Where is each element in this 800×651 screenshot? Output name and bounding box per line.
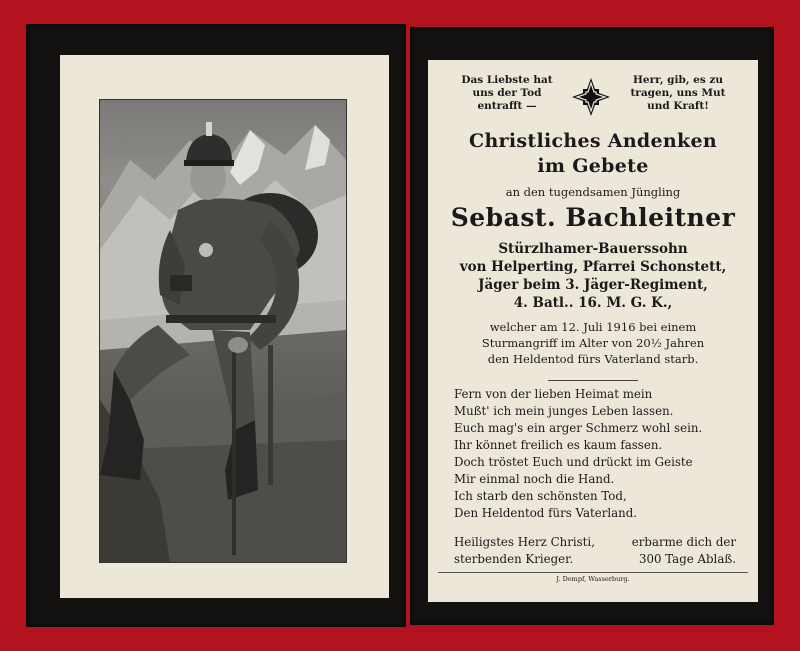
motto-left: [448, 74, 566, 113]
info-line: Jäger beim 3. Jäger-Regiment,: [478, 277, 708, 293]
poem-line: Mir einmal noch die Hand.: [454, 472, 615, 486]
dedication-line: an den tugendsamen Jüngling: [505, 185, 681, 199]
motto-right: [616, 74, 740, 113]
death-text-line: den Heldentod fürs Vaterland starb.: [487, 352, 699, 366]
death-text-line: welcher am 12. Juli 1916 bei einem: [489, 320, 697, 334]
left-mourning-panel: [26, 24, 406, 627]
death-text-line: Sturmangriff im Alter von 20½ Jahren: [481, 336, 705, 350]
prayer-line-left: Heiligstes Herz Christi,: [454, 535, 595, 549]
iron-cross-icon: [568, 74, 614, 120]
info-line: 4. Batl.. 16. M. G. K.,: [513, 295, 673, 311]
motto-left-line: entrafft —: [477, 100, 537, 112]
printer-imprint: J. Dempf, Wasserburg.: [556, 575, 630, 583]
info-line: von Helperting, Pfarrei Schonstett,: [459, 259, 727, 275]
prayer-line-right: erbarme dich der: [631, 535, 736, 549]
card-subtitle: im Gebete: [537, 155, 649, 177]
deceased-name: Sebast. Bachleitner: [450, 203, 736, 232]
motto-left-line: Das Liebste hat: [461, 74, 553, 86]
poem-line: Den Heldentod fürs Vaterland.: [454, 506, 638, 520]
photo-card: [60, 55, 389, 598]
motto-right-line: und Kraft!: [647, 100, 709, 112]
poem-line: Fern von der lieben Heimat mein: [454, 387, 653, 401]
soldier-photo-illustration: [100, 100, 346, 562]
divider-rule: [548, 380, 638, 381]
motto-right-line: tragen, uns Mut: [630, 87, 726, 99]
soldier-photograph: [99, 99, 347, 563]
poem-line: Euch mag's ein arger Schmerz wohl sein.: [454, 421, 703, 435]
poem-line: Ich starb den schönsten Tod,: [454, 489, 627, 503]
info-line: Stürzlhamer-Bauerssohn: [498, 241, 688, 257]
poem-line: Mußt' ich mein junges Leben lassen.: [454, 404, 674, 418]
poem-line: Doch tröstet Euch und drückt im Geiste: [454, 455, 693, 469]
printer-rule: [438, 572, 748, 573]
prayer-line-left: sterbenden Krieger.: [454, 552, 574, 566]
indulgence-note: 300 Tage Ablaß.: [638, 552, 736, 566]
card-title: Christliches Andenken: [469, 130, 717, 152]
motto-left-line: uns der Tod: [472, 87, 542, 99]
poem-line: Ihr könnet freilich es kaum fassen.: [454, 438, 663, 452]
motto-right-line: Herr, gib, es zu: [632, 74, 724, 86]
text-card: [428, 60, 758, 602]
right-mourning-panel: [410, 27, 774, 625]
card-text-area: [428, 60, 758, 602]
